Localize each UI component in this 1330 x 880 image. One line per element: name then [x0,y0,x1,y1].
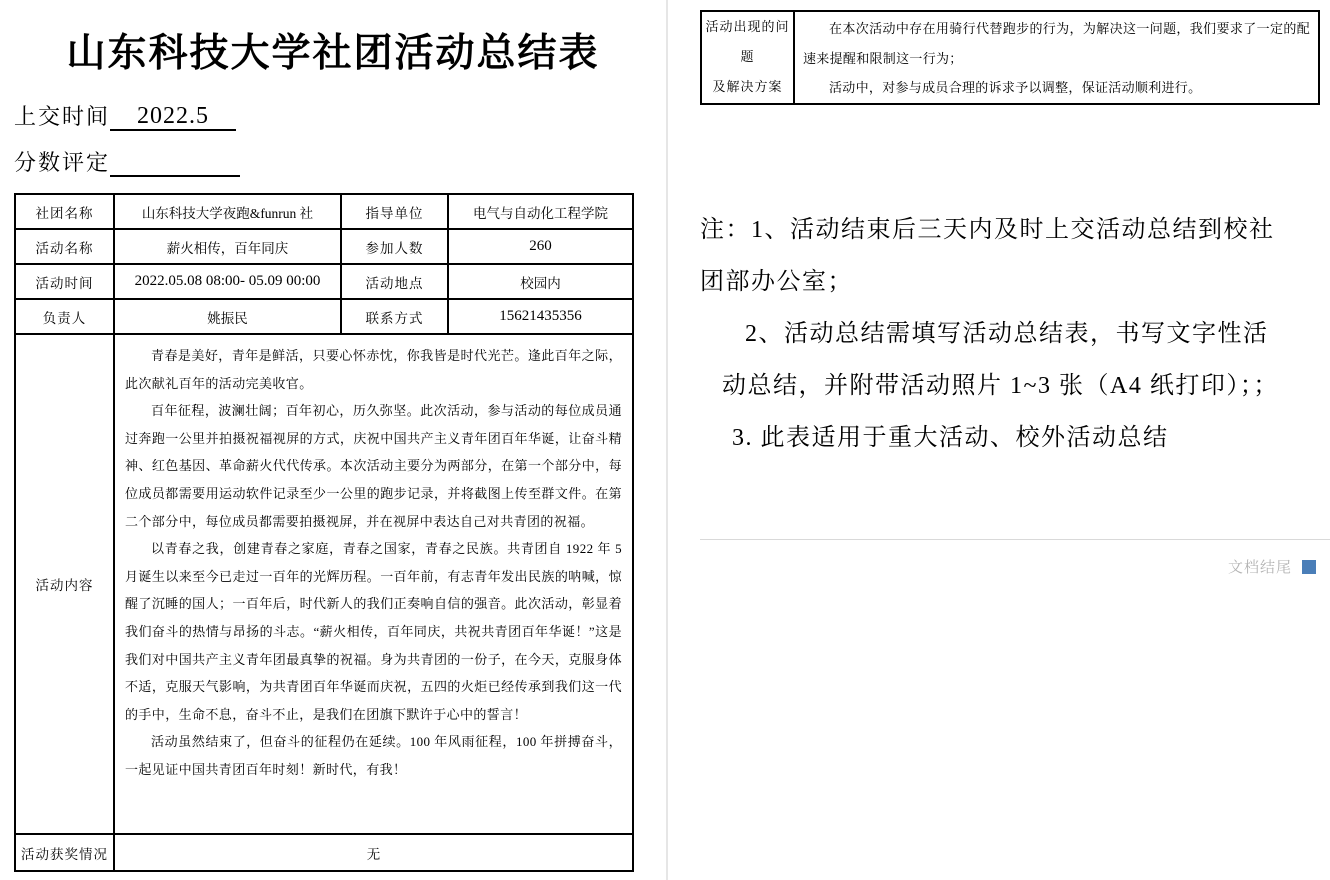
note-line: 动总结，并附带活动照片 1~3 张（A4 纸打印）；； [722,373,1279,399]
end-of-document-label: 文档结尾 [1227,559,1292,576]
score-label: 分数评定 [14,150,111,175]
end-of-document-square-icon [1302,560,1316,574]
table-row [15,229,633,264]
notes-section [700,204,1320,464]
guiding-unit-label: 指导单位 [341,194,448,229]
table-row [15,194,633,229]
activity-time-label: 活动时间 [15,264,114,299]
problems-label-line2: 及解决方案 [712,79,783,95]
problems-solutions-table [700,10,1320,105]
award-value: 无 [114,834,633,871]
problems-label-line1: 活动出现的问题 [705,19,790,65]
end-of-document-marker [1228,556,1316,577]
contact-label: 联系方式 [341,299,448,334]
content-paragraph: 百年征程，波澜壮阔；百年初心，历久弥坚。此次活动，参与活动的每位成员通过奔跑一公里并拍摄祝福视屏的方式，庆祝中国共产主义青年团百年华诞，让奋斗精神、红色基因、革命薪火代代传承。本次活动主要分为两部分，在第一个部分中，每位成员都需要用运动软件记录至少一公里的跑步记录，并将截图上传至群文件。在第二个部分中，每位成员都需要拍摄视屏，并在视屏中表达自己对共青团的祝福。 [125,403,622,529]
problems-content-cell [794,11,1319,104]
activity-content-label: 活动内容 [15,334,114,834]
table-row [15,834,633,871]
activity-place-value: 校园内 [448,264,633,299]
club-name-label: 社团名称 [15,194,114,229]
document-title: 山东科技大学社团活动总结表 [66,32,600,75]
participant-count-value: 260 [448,229,633,264]
problems-label [701,11,794,104]
content-paragraph: 青春是美好，青年是鲜活，只要心怀赤忱，你我皆是时代光芒。逢此百年之际，此次献礼百年的活动完美收官。 [125,348,622,391]
note-line: 2、活动总结需填写活动总结表，书写文字性活 [745,321,1269,347]
table-row [15,334,633,834]
activity-place-label: 活动地点 [341,264,448,299]
participant-count-label: 参加人数 [341,229,448,264]
club-name-value: 山东科技大学夜跑&funrun 社 [114,194,341,229]
content-paragraph: 活动虽然结束了，但奋斗的征程仍在延续。100 年风雨征程，100 年拼搏奋斗，一起见证中国共青团百年时刻！新时代，有我！ [125,734,622,777]
note-line: 3. 此表适用于重大活动、校外活动总结 [732,425,1169,451]
leader-value: 姚振民 [114,299,341,334]
table-row [15,264,633,299]
table-row [15,299,633,334]
guiding-unit-value: 电气与自动化工程学院 [448,194,633,229]
content-paragraph: 以青春之我，创建青春之家庭，青春之国家，青春之民族。共青团自 1922 年 5 月诞生以来至今已走过一百年的光辉历程。一百年前，有志青年发出民族的呐喊，惊醒了沉睡的国人；一百年后，时代新人的我们正奏响自信的强音。此次活动，彰显着我们奋斗的热情与昂扬的斗志。“薪火相传，百年同庆，共祝共青团百年华诞！”这是我们对中国共产主义青年团最真挚的祝福。身为共青团的一份子，在今天，克服身体不适，克服天气影响，为共青团百年华诞而庆祝，五四的火炬已经传承到我们这一代的手中，生命不息，奋斗不止，是我们在团旗下默许于心中的誓言！ [125,541,622,722]
award-label: 活动获奖情况 [15,834,114,871]
table-row [701,11,1319,104]
activity-content-cell [114,334,633,834]
document-page-2 [690,0,1330,880]
submit-time-field [14,100,236,131]
activity-name-label: 活动名称 [15,229,114,264]
activity-summary-table [14,193,634,872]
problems-paragraph: 在本次活动中存在用骑行代替跑步的行为，为解决这一问题，我们要求了一定的配速来提醒和限制这一行为； [803,21,1310,66]
score-field [14,146,240,177]
problems-paragraph: 活动中，对参与成员合理的诉求予以调整，保证活动顺利进行。 [829,80,1202,95]
activity-time-value: 2022.05.08 08:00- 05.09 00:00 [114,264,341,299]
activity-name-value: 薪火相传，百年同庆 [114,229,341,264]
contact-value: 15621435356 [448,299,633,334]
note-line: 注：1、活动结束后三天内及时上交活动总结到校社 [700,217,1275,243]
submit-time-value: 2022.5 [110,103,236,131]
leader-label: 负责人 [15,299,114,334]
note-line: 团部办公室； [700,269,853,295]
end-of-page-separator [700,539,1330,540]
score-value [110,175,240,177]
submit-time-label: 上交时间 [14,104,111,129]
page-gutter-divider [666,0,668,880]
